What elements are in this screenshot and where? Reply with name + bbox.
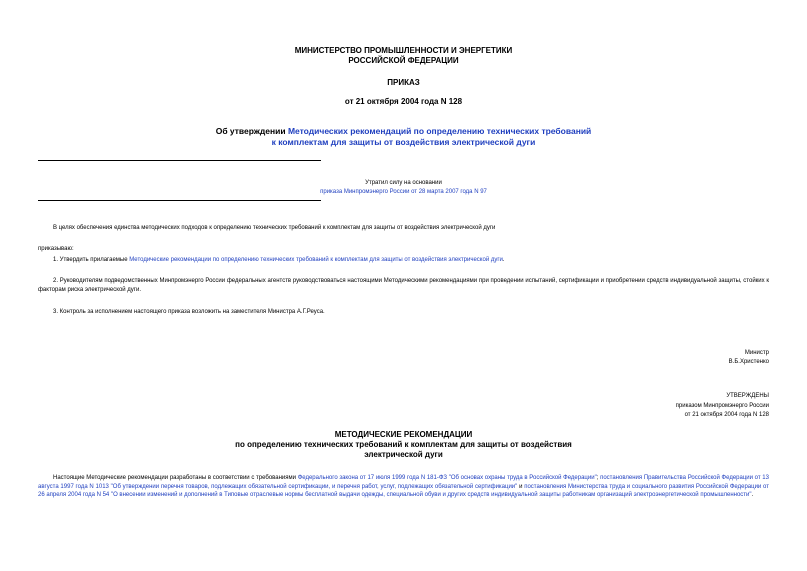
order-item-3: 3. Контроль за исполнением настоящего приказа возложить на заместителя Министра А.Г.Реуса. [53,309,325,315]
ministry-name-line1: МИНИСТЕРСТВО ПРОМЫШЛЕННОСТИ И ЭНЕРГЕТИКИ [294,46,513,55]
approval-word: УТВЕРЖДЕНЫ [726,393,769,399]
order-item-2: 2. Руководителям подведомственных Минпромэнерго России федеральных агентств руководствоваться настоящими Методическими рекомендациями при проведении испытаний, сертификации и приобретении средств индивидуальной защиты, стойких к факторам риска электрической дуги. [38,278,769,293]
status-link[interactable]: приказа Минпромэнерго России от 28 марта 2007 года N 97 [320,189,487,195]
document-date: от 21 октября 2004 года N 128 [344,97,463,106]
title-prefix: Об утверждении [215,126,288,136]
document-title-line1 [0,126,807,137]
approval-line3: от 21 октября 2004 года N 128 [684,412,769,418]
order-word: приказываю: [38,246,74,252]
appendix-text-mid1: ; [596,475,601,481]
appendix-text-mid2: и [517,483,525,490]
document-type: ПРИКАЗ [387,78,420,87]
appendix-title-line3: электрической дуги [364,450,443,459]
item1-suffix: . [502,257,505,263]
appendix-text-start: Настоящие Методические рекомендации разработаны в соответствии с требованиями [53,475,298,481]
divider-bottom [38,200,321,201]
approval-line2: приказом Минпромэнерго России [675,403,769,409]
item1-link[interactable]: Методические рекомендации по определению технических требований к комплектам для защиты от воздействия электрической дуги [129,257,503,263]
intro-paragraph: В целях обеспечения единства методических подходов к определению технических требований к комплектам для защиты от воздействия электрической дуги [53,225,496,231]
appendix-title-line1: МЕТОДИЧЕСКИЕ РЕКОМЕНДАЦИИ [334,430,473,439]
appendix-text-end: . [751,492,754,498]
signature-name: В.Б.Христенко [728,359,769,365]
government-resolution-link[interactable]: постановления Правительства Российской Федерации от 13 августа 1997 года N 1013 "Об утверждении перечня товаров, подлежащих обязательной сертификации, и перечня работ, услуг, подлежащих обязательной сертификации" [38,475,769,490]
divider-top [38,160,321,161]
mintrud-resolution-link[interactable]: постановления Министерства труда и социального развития Российской Федерации от 26 апреля 2004 года N 54 "О внесении изменений и дополнений в Типовые отраслевые нормы бесплатной выдачи одежды, специальной обуви и других средств индивидуальной защиты работникам организаций электроэнергетической промышленности" [38,483,770,498]
item1-prefix: 1. Утвердить прилагаемые [53,257,130,263]
status-note: Утратил силу на основании [365,180,442,186]
appendix-title-line2: по определению технических требований к комплектам для защиты от воздействия [235,440,572,449]
ministry-name-line2: РОССИЙСКОЙ ФЕДЕРАЦИИ [348,56,459,65]
title-link-part2[interactable]: к комплектам для защиты от воздействия электрической дуги [271,137,536,147]
order-item-1 [53,256,505,265]
law-181-fz-link[interactable]: Федерального закона от 17 июля 1999 года N 181-ФЗ "Об основах охраны труда в Российской Федерации" [297,475,597,481]
title-link-part1[interactable]: Методических рекомендаций по определению технических требований [287,126,592,136]
signature-position: Министр [744,350,769,356]
appendix-paragraph [38,474,769,500]
